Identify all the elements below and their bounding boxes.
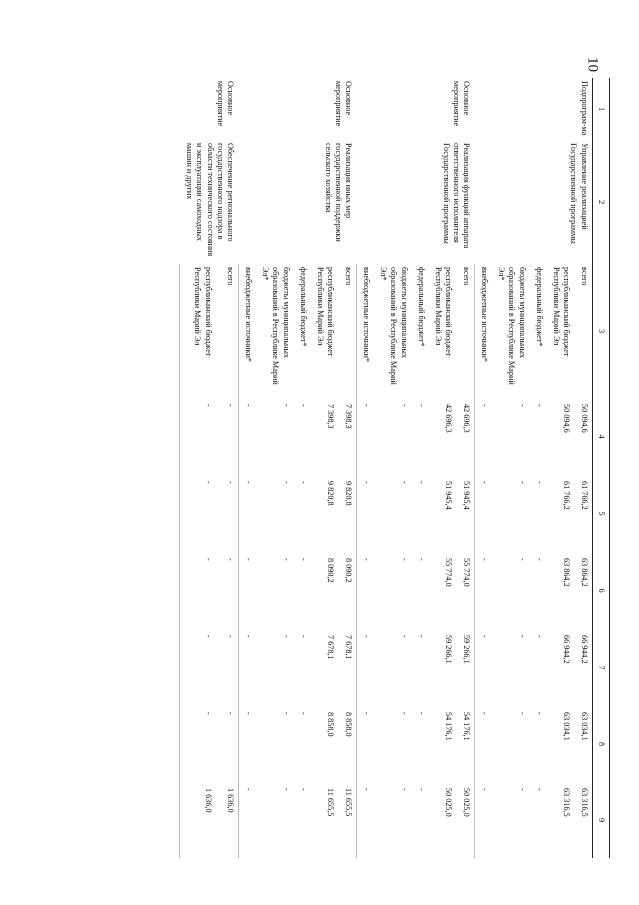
- amount-cell: -: [299, 481, 308, 484]
- amount-cell: -: [225, 404, 235, 407]
- table-row: [216, 78, 239, 858]
- amount-cell: -: [180, 706, 216, 782]
- amount-cell: -: [356, 398, 374, 475]
- amount-cell: -: [474, 475, 492, 552]
- amount-cell: -: [417, 481, 426, 484]
- amount-cell: 7 398,3: [343, 404, 353, 429]
- amount-cell: -: [399, 404, 409, 407]
- item-type-cell: Основное мероприятие: [216, 81, 236, 127]
- amount-cell: -: [180, 398, 216, 475]
- amount-cell: 51 945,4: [444, 481, 454, 510]
- amount-cell: -: [535, 635, 544, 638]
- amount-cell: 7 398,3: [326, 404, 336, 429]
- item-name-cell: Управление реализацией Государственной программы: [569, 143, 589, 244]
- item-name-cell: Обеспечение регионального государственного надзора в области технического состояния и эксплуатации самоходных машин и других: [185, 143, 236, 257]
- amount-cell: -: [238, 552, 256, 629]
- amount-cell: -: [356, 706, 374, 782]
- amount-cell: 8 858,0: [343, 712, 353, 737]
- amount-cell: -: [517, 788, 527, 791]
- table-body: [180, 78, 592, 858]
- amount-cell: -: [356, 475, 374, 552]
- amount-cell: -: [356, 552, 374, 629]
- amount-cell: -: [281, 404, 291, 407]
- funding-source-cell: республиканский бюджет Республики Марий Эл: [552, 267, 572, 357]
- amount-cell: -: [180, 475, 216, 552]
- amount-cell: 63 864,2: [579, 558, 589, 587]
- amount-cell: 59 266,1: [444, 635, 454, 664]
- amount-cell: -: [225, 635, 235, 638]
- amount-cell: -: [238, 398, 256, 475]
- column-header-8: 8: [592, 706, 609, 782]
- amount-cell: 8 858,0: [326, 712, 336, 737]
- amount-cell: -: [474, 629, 492, 706]
- amount-cell: 55 774,0: [444, 558, 454, 587]
- amount-cell: -: [225, 481, 235, 484]
- amount-cell: -: [417, 558, 426, 561]
- amount-cell: -: [399, 481, 409, 484]
- amount-cell: -: [399, 712, 409, 715]
- funding-source-cell: федеральный бюджет*: [417, 267, 426, 347]
- amount-cell: 7 678,1: [326, 635, 336, 660]
- amount-cell: -: [474, 552, 492, 629]
- column-header-4: 4: [592, 398, 609, 475]
- amount-cell: -: [417, 404, 426, 407]
- amount-cell: -: [517, 404, 527, 407]
- funding-source-cell: республиканский бюджет Республики Марий Эл: [316, 267, 336, 357]
- amount-cell: -: [517, 558, 527, 561]
- amount-cell: 1 636,0: [180, 782, 216, 858]
- amount-cell: -: [399, 635, 409, 638]
- amount-cell: -: [535, 558, 544, 561]
- amount-cell: -: [474, 782, 492, 858]
- amount-cell: -: [225, 712, 235, 715]
- amount-cell: -: [535, 404, 544, 407]
- column-header-1: 1: [592, 78, 609, 140]
- amount-cell: -: [238, 706, 256, 782]
- amount-cell: 8 090,2: [326, 558, 336, 583]
- amount-cell: 61 766,2: [579, 481, 589, 510]
- amount-cell: 66 944,2: [562, 635, 572, 664]
- amount-cell: -: [474, 398, 492, 475]
- funding-source-cell: всего: [579, 267, 589, 286]
- funding-source-cell: всего: [343, 267, 353, 286]
- amount-cell: -: [517, 635, 527, 638]
- amount-cell: -: [356, 629, 374, 706]
- amount-cell: -: [281, 788, 291, 791]
- amount-cell: 42 696,3: [461, 404, 471, 433]
- amount-cell: -: [299, 558, 308, 561]
- column-header-3: 3: [592, 264, 609, 398]
- column-header-5: 5: [592, 475, 609, 552]
- table-row: [339, 78, 357, 858]
- amount-cell: 50 094,6: [562, 404, 572, 433]
- amount-cell: 63 034,1: [579, 712, 589, 741]
- funding-source-cell: внебюджетные источники*: [474, 264, 492, 398]
- amount-cell: 61 766,2: [562, 481, 572, 510]
- amount-cell: -: [299, 712, 308, 715]
- rotated-table-frame: [115, 78, 610, 858]
- amount-cell: 1 636,0: [225, 788, 235, 813]
- item-name-cell: Реализация функций аппарата ответственного исполнителя Государственной программы: [441, 143, 472, 249]
- funding-source-cell: всего: [461, 267, 471, 286]
- amount-cell: 63 316,5: [562, 788, 572, 817]
- item-type-cell: Основное мероприятие: [452, 81, 472, 127]
- amount-cell: -: [225, 558, 235, 561]
- column-header-6: 6: [592, 552, 609, 629]
- funding-source-cell: республиканский бюджет Республики Марий Эл: [180, 264, 216, 398]
- item-type-cell: Основное мероприятие: [334, 81, 354, 127]
- column-header-7: 7: [592, 629, 609, 706]
- amount-cell: -: [180, 629, 216, 706]
- amount-cell: -: [517, 481, 527, 484]
- table-row: [457, 78, 475, 858]
- funding-source-cell: внебюджетные источники*: [356, 264, 374, 398]
- amount-cell: -: [399, 788, 409, 791]
- amount-cell: -: [535, 712, 544, 715]
- amount-cell: 9 820,8: [326, 481, 336, 506]
- amount-cell: -: [281, 635, 291, 638]
- page-number: 10: [584, 57, 601, 72]
- amount-cell: -: [299, 635, 308, 638]
- amount-cell: 7 678,1: [343, 635, 353, 660]
- amount-cell: 63 034,1: [562, 712, 572, 741]
- amount-cell: 66 944,2: [579, 635, 589, 664]
- funding-source-cell: бюджеты муниципальных образований в Республике Марий Эл*: [497, 267, 527, 385]
- funding-source-cell: бюджеты муниципальных образований в Республике Марий Эл*: [261, 267, 291, 385]
- amount-cell: 50 025,0: [461, 788, 471, 817]
- amount-cell: -: [238, 475, 256, 552]
- amount-cell: -: [417, 788, 426, 791]
- amount-cell: 9 820,8: [343, 481, 353, 506]
- amount-cell: -: [417, 635, 426, 638]
- amount-cell: -: [474, 706, 492, 782]
- amount-cell: 8 090,2: [343, 558, 353, 583]
- item-name-cell: Реализация иных мер государственной поддержки сельского хозяйства: [323, 143, 354, 242]
- amount-cell: 11 655,5: [343, 788, 353, 817]
- funding-source-cell: республиканский бюджет Республики Марий Эл: [434, 267, 454, 357]
- amount-cell: -: [281, 712, 291, 715]
- table-row: [575, 78, 593, 858]
- amount-cell: 50 025,0: [444, 788, 454, 817]
- amount-cell: -: [535, 788, 544, 791]
- funding-source-cell: федеральный бюджет*: [299, 267, 308, 347]
- amount-cell: -: [417, 712, 426, 715]
- amount-cell: 63 316,5: [579, 788, 589, 817]
- funding-source-cell: всего: [225, 267, 235, 286]
- amount-cell: 11 655,5: [326, 788, 336, 817]
- funding-source-cell: федеральный бюджет*: [535, 267, 544, 347]
- column-header-2: 2: [592, 140, 609, 264]
- amount-cell: -: [299, 788, 308, 791]
- column-header-9: 9: [592, 782, 609, 858]
- amount-cell: 42 696,3: [444, 404, 454, 433]
- amount-cell: -: [238, 629, 256, 706]
- amount-cell: -: [299, 404, 308, 407]
- amount-cell: -: [517, 712, 527, 715]
- amount-cell: 59 266,1: [461, 635, 471, 664]
- amount-cell: -: [238, 782, 256, 858]
- amount-cell: -: [281, 481, 291, 484]
- funding-source-cell: внебюджетные источники*: [238, 264, 256, 398]
- header-row: [592, 78, 609, 858]
- budget-table: [180, 78, 611, 858]
- amount-cell: 54 176,1: [461, 712, 471, 741]
- amount-cell: -: [281, 558, 291, 561]
- amount-cell: 50 094,6: [579, 404, 589, 433]
- item-type-cell: Подпрограм-ма: [579, 81, 589, 136]
- amount-cell: 63 864,2: [562, 558, 572, 587]
- amount-cell: -: [356, 782, 374, 858]
- amount-cell: 51 945,4: [461, 481, 471, 510]
- funding-source-cell: бюджеты муниципальных образований в Республике Марий Эл*: [379, 267, 409, 385]
- amount-cell: -: [535, 481, 544, 484]
- amount-cell: 55 774,0: [461, 558, 471, 587]
- amount-cell: -: [180, 552, 216, 629]
- amount-cell: -: [399, 558, 409, 561]
- amount-cell: 54 176,1: [444, 712, 454, 741]
